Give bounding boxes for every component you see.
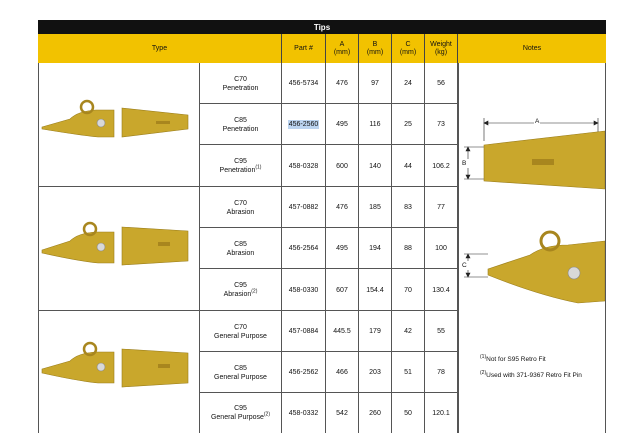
row-type-label: General Purpose (210, 414, 264, 421)
row-type (200, 104, 282, 145)
row-a: 466 (326, 352, 359, 393)
row-type (200, 311, 282, 352)
table-row (200, 187, 458, 228)
header-notes: Notes (522, 44, 542, 52)
row-type-label: General Purpose (214, 332, 267, 340)
general-purpose-tip-drawing (38, 311, 198, 433)
row-type (200, 393, 282, 433)
header-b-unit: (mm) (366, 48, 384, 56)
row-type-label: Abrasion (223, 291, 252, 298)
header-weight-unit: (kg) (434, 48, 448, 56)
row-b: 140 (359, 145, 392, 187)
row-model: C95 (234, 282, 247, 289)
footnote-1-mark: (1) (480, 353, 487, 360)
row-b: 260 (359, 393, 392, 433)
row-a: 476 (326, 63, 359, 104)
row-part: 458-0330 (282, 269, 326, 311)
tip-slot (532, 159, 554, 165)
header-a (326, 34, 359, 63)
header-c (392, 34, 425, 63)
row-type (200, 145, 282, 187)
row-part: 457-0882 (282, 187, 326, 228)
footnote-2-text: Used with 371-9367 Retro Fit Pin (486, 372, 582, 379)
row-type-label: General Purpose (214, 373, 267, 381)
dimension-a-label: A (535, 118, 540, 125)
row-a: 607 (326, 269, 359, 311)
row-c: 25 (392, 104, 425, 145)
row-c: 50 (392, 393, 425, 433)
tip-pin (568, 267, 580, 279)
row-c: 24 (392, 63, 425, 104)
row-type-label: Abrasion (226, 208, 255, 216)
row-weight: 120.1 (425, 393, 458, 433)
row-weight: 73 (425, 104, 458, 145)
table-row (200, 228, 458, 269)
row-weight: 130.4 (425, 269, 458, 311)
table-header (38, 34, 606, 63)
header-a-label: A (339, 40, 345, 48)
abrasion-tip-drawing (38, 187, 198, 309)
row-b: 203 (359, 352, 392, 393)
footnote-1 (480, 353, 546, 363)
row-weight: 77 (425, 187, 458, 228)
row-a: 476 (326, 187, 359, 228)
row-type-wrap (224, 290, 258, 299)
row-b: 116 (359, 104, 392, 145)
row-type (200, 269, 282, 311)
tip-image-penetration (38, 63, 200, 187)
row-weight: 106.2 (425, 145, 458, 187)
row-footnote-mark: (2) (251, 288, 258, 295)
row-part: 458-0328 (282, 145, 326, 187)
dimension-diagram (458, 63, 605, 323)
footnote-2 (480, 369, 582, 379)
row-c: 83 (392, 187, 425, 228)
row-weight: 56 (425, 63, 458, 104)
row-b: 179 (359, 311, 392, 352)
penetration-tip-drawing (38, 63, 198, 185)
table-body (38, 63, 606, 433)
row-model: C95 (234, 405, 247, 412)
footnote-1-text: Not for S95 Retro Fit (486, 356, 546, 363)
row-part: 456-2562 (282, 352, 326, 393)
dimension-c-label: C (462, 262, 467, 269)
row-type-wrap (211, 413, 270, 422)
row-model: C85 (234, 364, 247, 372)
header-b (359, 34, 392, 63)
row-part: 458-0332 (282, 393, 326, 433)
row-type-label: Penetration (222, 125, 259, 133)
table-row (200, 311, 458, 352)
header-weight-label: Weight (430, 40, 452, 48)
footnote-2-mark: (2) (480, 369, 487, 376)
row-type-label: Penetration (219, 167, 256, 174)
row-model: C85 (234, 240, 247, 248)
tip-image-general-purpose (38, 311, 200, 433)
row-c: 42 (392, 311, 425, 352)
header-c-label: C (405, 40, 411, 48)
header-c-unit: (mm) (399, 48, 417, 56)
row-weight: 78 (425, 352, 458, 393)
row-part: 457-0884 (282, 311, 326, 352)
row-b: 97 (359, 63, 392, 104)
table-row (200, 104, 458, 145)
row-weight: 100 (425, 228, 458, 269)
table-row (200, 393, 458, 433)
table-row (200, 269, 458, 311)
row-model: C95 (234, 158, 247, 165)
row-type-wrap (220, 166, 262, 175)
notes-divider (458, 63, 459, 433)
row-c: 51 (392, 352, 425, 393)
row-type (200, 187, 282, 228)
row-part: 456-5734 (282, 63, 326, 104)
row-part (282, 104, 326, 145)
row-model: C70 (234, 323, 247, 331)
row-part: 456-2564 (282, 228, 326, 269)
row-model: C70 (234, 75, 247, 83)
row-type-label: Abrasion (226, 249, 255, 257)
header-b-label: B (372, 40, 378, 48)
notes-column (458, 63, 605, 433)
row-footnote-mark: (1) (255, 164, 262, 171)
dimension-b-label: B (462, 160, 467, 167)
row-type (200, 63, 282, 104)
header-weight (425, 34, 458, 63)
header-a-unit: (mm) (333, 48, 351, 56)
row-a: 542 (326, 393, 359, 433)
row-a: 600 (326, 145, 359, 187)
row-b: 194 (359, 228, 392, 269)
row-a: 495 (326, 228, 359, 269)
row-footnote-mark: (2) (263, 411, 271, 418)
row-c: 44 (392, 145, 425, 187)
table-row (200, 352, 458, 393)
row-c: 70 (392, 269, 425, 311)
header-part: Part # (282, 34, 326, 63)
row-b: 154.4 (359, 269, 392, 311)
row-model: C70 (234, 199, 247, 207)
table-row (200, 63, 458, 104)
row-type-label: Penetration (222, 84, 259, 92)
row-model: C85 (234, 116, 247, 124)
row-part-highlighted: 456-2560 (288, 121, 319, 128)
row-a: 445.5 (326, 311, 359, 352)
row-weight: 55 (425, 311, 458, 352)
tip-image-abrasion (38, 187, 200, 311)
table-row (200, 145, 458, 187)
row-type (200, 228, 282, 269)
table-title: Tips (38, 20, 606, 34)
row-type (200, 352, 282, 393)
row-c: 88 (392, 228, 425, 269)
row-b: 185 (359, 187, 392, 228)
header-type: Type (38, 34, 282, 63)
row-a: 495 (326, 104, 359, 145)
table-border-right (605, 63, 606, 433)
